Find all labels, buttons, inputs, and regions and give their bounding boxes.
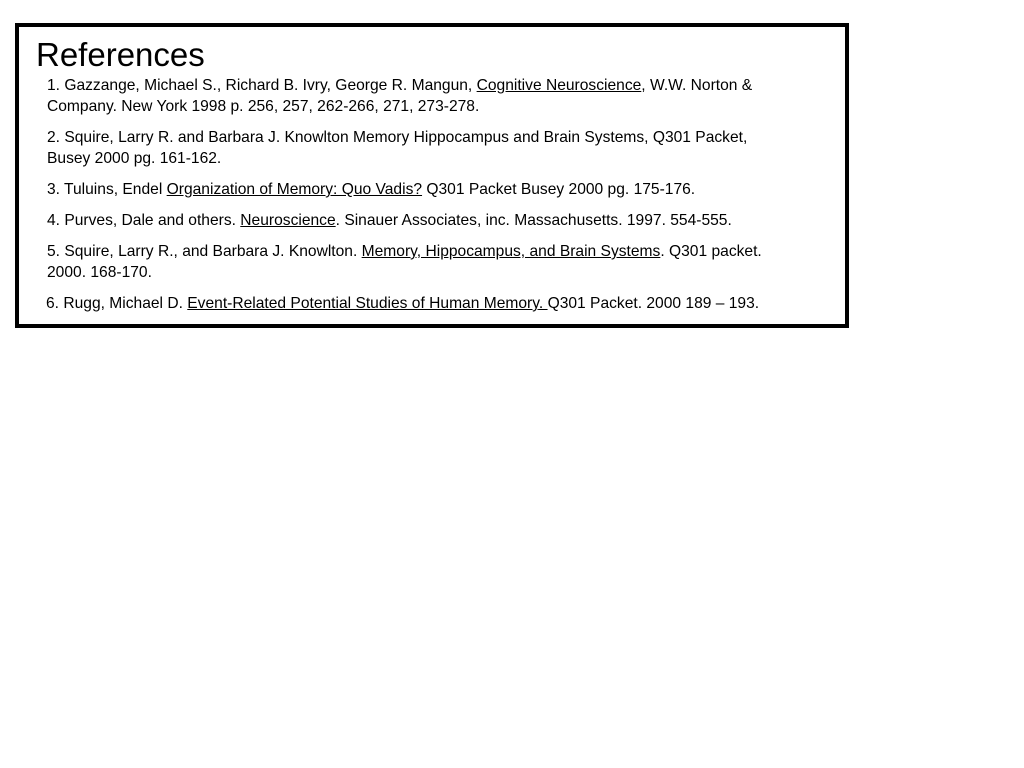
reference-6-line-1 <box>46 293 845 314</box>
reference-5-line-2: 2000. 168-170. <box>47 264 152 281</box>
reference-6-authors: 6. Rugg, Michael D. <box>46 295 188 312</box>
reference-2-line-2: Busey 2000 pg. 161-162. <box>47 150 222 167</box>
reference-5-line-1 <box>47 241 845 262</box>
reference-3-source: Q301 Packet Busey 2000 pg. 175-176. <box>422 181 696 198</box>
reference-item-2 <box>19 127 845 169</box>
reference-4-line-1 <box>47 210 845 231</box>
reference-1-publisher: , W.W. Norton & <box>641 77 753 94</box>
reference-5-authors: 5. Squire, Larry R., and Barbara J. Knowlton. <box>47 243 362 260</box>
reference-3-line-1 <box>47 179 845 200</box>
reference-item-3 <box>19 179 845 200</box>
reference-5-title: Memory, Hippocampus, and Brain Systems <box>361 243 661 260</box>
reference-4-authors: 4. Purves, Dale and others. <box>47 212 241 229</box>
reference-3-title: Organization of Memory: Quo Vadis? <box>166 181 423 198</box>
reference-6-source: Q301 Packet. 2000 189 – 193. <box>547 295 760 312</box>
reference-item-1 <box>19 75 845 117</box>
page-title: References <box>36 36 205 73</box>
reference-3-authors: 3. Tuluins, Endel <box>47 181 167 198</box>
reference-1-authors: 1. Gazzange, Michael S., Richard B. Ivry, George R. Mangun, <box>47 77 477 94</box>
reference-1-line-1 <box>47 75 845 96</box>
reference-4-title: Neuroscience <box>240 212 336 229</box>
reference-item-5 <box>19 241 845 283</box>
reference-6-title-tail: . <box>538 295 548 312</box>
reference-6-title-text: Event-Related Potential Studies of Human Memory <box>187 295 539 312</box>
reference-2-line-1: 2. Squire, Larry R. and Barbara J. Knowlton Memory Hippocampus and Brain Systems, Q301 Packet, <box>47 129 748 146</box>
reference-list <box>19 75 845 324</box>
reference-4-source: . Sinauer Associates, inc. Massachusetts. 1997. 554-555. <box>335 212 732 229</box>
references-box <box>15 23 849 328</box>
reference-6-title <box>187 295 547 312</box>
reference-item-6 <box>19 293 845 314</box>
reference-1-line-2: Company. New York 1998 p. 256, 257, 262-266, 271, 273-278. <box>47 98 480 115</box>
reference-item-4 <box>19 210 845 231</box>
reference-5-source: . Q301 packet. <box>660 243 762 260</box>
reference-1-title: Cognitive Neuroscience <box>476 77 642 94</box>
